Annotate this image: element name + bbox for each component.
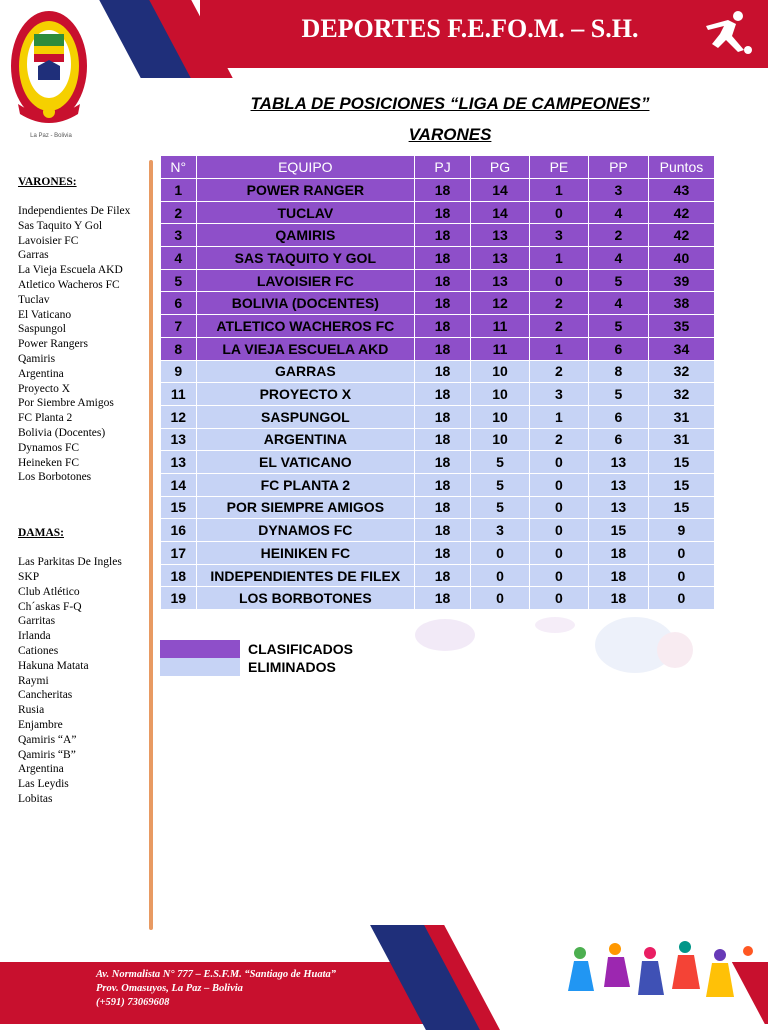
team-cell: BOLIVIA (DOCENTES) bbox=[196, 292, 415, 315]
col-drawn: PE bbox=[529, 156, 588, 179]
footer-address bbox=[96, 968, 336, 1010]
won-cell: 5 bbox=[471, 496, 530, 519]
rank-cell: 7 bbox=[161, 315, 197, 338]
legend-eliminated bbox=[160, 658, 353, 676]
won-cell: 11 bbox=[471, 315, 530, 338]
played-cell: 18 bbox=[415, 224, 471, 247]
lost-cell: 6 bbox=[588, 428, 648, 451]
lost-cell: 5 bbox=[588, 315, 648, 338]
won-cell: 13 bbox=[471, 224, 530, 247]
table-row bbox=[161, 201, 715, 224]
drawn-cell: 0 bbox=[529, 587, 588, 610]
lost-cell: 18 bbox=[588, 564, 648, 587]
footer-line-1: Av. Normalista N° 777 – E.S.F.M. “Santiago de Huata” bbox=[96, 969, 337, 980]
men-team-list-item: Sas Taquito Y Gol bbox=[18, 219, 103, 232]
won-cell: 14 bbox=[471, 201, 530, 224]
team-cell: ATLETICO WACHEROS FC bbox=[196, 315, 415, 338]
team-cell: QAMIRIS bbox=[196, 224, 415, 247]
men-team-list-item: Por Siembre Amigos bbox=[18, 397, 114, 410]
table-row bbox=[161, 337, 715, 360]
played-cell: 18 bbox=[415, 292, 471, 315]
points-cell: 15 bbox=[648, 496, 714, 519]
rank-cell: 6 bbox=[161, 292, 197, 315]
col-won: PG bbox=[471, 156, 530, 179]
legend-eliminated-label: ELIMINADOS bbox=[248, 659, 336, 675]
women-team-list-item: Hakuna Matata bbox=[18, 659, 89, 672]
table-row bbox=[161, 360, 715, 383]
team-cell: GARRAS bbox=[196, 360, 415, 383]
col-number: N° bbox=[161, 156, 197, 179]
lost-cell: 18 bbox=[588, 542, 648, 565]
rank-cell: 18 bbox=[161, 564, 197, 587]
lost-cell: 15 bbox=[588, 519, 648, 542]
team-cell: FC PLANTA 2 bbox=[196, 473, 415, 496]
rank-cell: 2 bbox=[161, 201, 197, 224]
women-team-list-item: Las Leydis bbox=[18, 778, 69, 791]
legend-classified bbox=[160, 640, 353, 658]
points-cell: 0 bbox=[648, 587, 714, 610]
won-cell: 10 bbox=[471, 405, 530, 428]
won-cell: 0 bbox=[471, 564, 530, 587]
women-team-list-item: Las Parkitas De Ingles bbox=[18, 556, 122, 569]
men-team-list-item: Proyecto X bbox=[18, 382, 71, 395]
won-cell: 0 bbox=[471, 542, 530, 565]
lost-cell: 3 bbox=[588, 179, 648, 202]
played-cell: 18 bbox=[415, 405, 471, 428]
team-cell: INDEPENDIENTES DE FILEX bbox=[196, 564, 415, 587]
rank-cell: 5 bbox=[161, 269, 197, 292]
played-cell: 18 bbox=[415, 269, 471, 292]
drawn-cell: 1 bbox=[529, 405, 588, 428]
won-cell: 12 bbox=[471, 292, 530, 315]
points-cell: 38 bbox=[648, 292, 714, 315]
women-team-list-item: SKP bbox=[18, 570, 40, 583]
school-crest-logo bbox=[8, 6, 90, 130]
points-cell: 32 bbox=[648, 360, 714, 383]
table-row bbox=[161, 428, 715, 451]
lost-cell: 8 bbox=[588, 360, 648, 383]
drawn-cell: 1 bbox=[529, 179, 588, 202]
soccer-player-icon bbox=[698, 6, 756, 58]
points-cell: 39 bbox=[648, 269, 714, 292]
table-row bbox=[161, 564, 715, 587]
rank-cell: 8 bbox=[161, 337, 197, 360]
drawn-cell: 0 bbox=[529, 496, 588, 519]
drawn-cell: 0 bbox=[529, 542, 588, 565]
table-header-row bbox=[161, 156, 715, 179]
women-team-list-item: Club Atlético bbox=[18, 585, 80, 598]
drawn-cell: 2 bbox=[529, 315, 588, 338]
drawn-cell: 0 bbox=[529, 201, 588, 224]
team-cell: SAS TAQUITO Y GOL bbox=[196, 247, 415, 270]
points-cell: 31 bbox=[648, 405, 714, 428]
won-cell: 5 bbox=[471, 473, 530, 496]
rank-cell: 17 bbox=[161, 542, 197, 565]
table-row bbox=[161, 451, 715, 474]
drawn-cell: 2 bbox=[529, 428, 588, 451]
rank-cell: 1 bbox=[161, 179, 197, 202]
table-row bbox=[161, 247, 715, 270]
table-row bbox=[161, 519, 715, 542]
athletes-illustration bbox=[560, 935, 760, 1015]
women-team-list-item: Qamiris “A” bbox=[18, 733, 77, 746]
team-cell: LOS BORBOTONES bbox=[196, 587, 415, 610]
drawn-cell: 3 bbox=[529, 224, 588, 247]
lost-cell: 4 bbox=[588, 201, 648, 224]
points-cell: 35 bbox=[648, 315, 714, 338]
played-cell: 18 bbox=[415, 564, 471, 587]
played-cell: 18 bbox=[415, 337, 471, 360]
points-cell: 32 bbox=[648, 383, 714, 406]
played-cell: 18 bbox=[415, 473, 471, 496]
men-team-list-item: FC Planta 2 bbox=[18, 412, 73, 425]
logo-caption: La Paz - Bolivia bbox=[30, 133, 72, 139]
team-cell: ARGENTINA bbox=[196, 428, 415, 451]
lost-cell: 13 bbox=[588, 451, 648, 474]
table-row bbox=[161, 542, 715, 565]
standings-body bbox=[161, 179, 715, 610]
played-cell: 18 bbox=[415, 247, 471, 270]
won-cell: 13 bbox=[471, 247, 530, 270]
sidebar-divider bbox=[149, 160, 153, 930]
lost-cell: 6 bbox=[588, 337, 648, 360]
men-heading: VARONES: bbox=[18, 176, 77, 188]
page-subtitle: VARONES bbox=[408, 125, 492, 144]
table-row bbox=[161, 473, 715, 496]
team-cell: POWER RANGER bbox=[196, 179, 415, 202]
table-row bbox=[161, 269, 715, 292]
drawn-cell: 0 bbox=[529, 269, 588, 292]
lost-cell: 13 bbox=[588, 473, 648, 496]
points-cell: 42 bbox=[648, 201, 714, 224]
team-list-sidebar bbox=[18, 176, 148, 807]
rank-cell: 12 bbox=[161, 405, 197, 428]
lost-cell: 4 bbox=[588, 292, 648, 315]
col-lost: PP bbox=[588, 156, 648, 179]
points-cell: 43 bbox=[648, 179, 714, 202]
played-cell: 18 bbox=[415, 542, 471, 565]
table-row bbox=[161, 292, 715, 315]
men-team-list-item: Los Borbotones bbox=[18, 471, 92, 484]
legend bbox=[160, 640, 353, 676]
drawn-cell: 0 bbox=[529, 519, 588, 542]
played-cell: 18 bbox=[415, 383, 471, 406]
lost-cell: 6 bbox=[588, 405, 648, 428]
won-cell: 14 bbox=[471, 179, 530, 202]
team-cell: LAVOISIER FC bbox=[196, 269, 415, 292]
table-row bbox=[161, 224, 715, 247]
drawn-cell: 2 bbox=[529, 360, 588, 383]
rank-cell: 16 bbox=[161, 519, 197, 542]
rank-cell: 4 bbox=[161, 247, 197, 270]
table-row bbox=[161, 496, 715, 519]
played-cell: 18 bbox=[415, 496, 471, 519]
played-cell: 18 bbox=[415, 201, 471, 224]
played-cell: 18 bbox=[415, 179, 471, 202]
team-cell: LA VIEJA ESCUELA AKD bbox=[196, 337, 415, 360]
table-row bbox=[161, 179, 715, 202]
women-team-list-item: Rusia bbox=[18, 704, 45, 717]
women-team-list-item: Garritas bbox=[18, 615, 56, 628]
points-cell: 40 bbox=[648, 247, 714, 270]
won-cell: 3 bbox=[471, 519, 530, 542]
rank-cell: 15 bbox=[161, 496, 197, 519]
col-points: Puntos bbox=[648, 156, 714, 179]
footer-line-2: Prov. Omasuyos, La Paz – Bolivia bbox=[96, 983, 243, 994]
lost-cell: 2 bbox=[588, 224, 648, 247]
won-cell: 10 bbox=[471, 428, 530, 451]
team-cell: POR SIEMPRE AMIGOS bbox=[196, 496, 415, 519]
page-title: TABLA DE POSICIONES “LIGA DE CAMPEONES” bbox=[250, 94, 650, 113]
points-cell: 15 bbox=[648, 451, 714, 474]
won-cell: 13 bbox=[471, 269, 530, 292]
paint-splash-decoration bbox=[405, 605, 715, 695]
won-cell: 0 bbox=[471, 587, 530, 610]
drawn-cell: 1 bbox=[529, 247, 588, 270]
women-team-list-item: Enjambre bbox=[18, 718, 63, 731]
played-cell: 18 bbox=[415, 315, 471, 338]
lost-cell: 5 bbox=[588, 269, 648, 292]
header-title: DEPORTES F.E.FO.M. – S.H. bbox=[301, 14, 639, 43]
points-cell: 9 bbox=[648, 519, 714, 542]
team-cell: PROYECTO X bbox=[196, 383, 415, 406]
women-team-list-item: Lobitas bbox=[18, 792, 53, 805]
women-team-list-item: Qamiris “B” bbox=[18, 748, 76, 761]
drawn-cell: 3 bbox=[529, 383, 588, 406]
won-cell: 5 bbox=[471, 451, 530, 474]
drawn-cell: 1 bbox=[529, 337, 588, 360]
points-cell: 15 bbox=[648, 473, 714, 496]
standings-table bbox=[160, 155, 715, 610]
won-cell: 11 bbox=[471, 337, 530, 360]
col-team: EQUIPO bbox=[196, 156, 415, 179]
table-row bbox=[161, 405, 715, 428]
men-team-list-item: Independientes De Filex bbox=[18, 205, 131, 217]
played-cell: 18 bbox=[415, 360, 471, 383]
col-played: PJ bbox=[415, 156, 471, 179]
men-team-list-item: Heineken FC bbox=[18, 456, 80, 469]
men-team-list-item: Qamiris bbox=[18, 352, 56, 365]
legend-classified-label: CLASIFICADOS bbox=[248, 641, 353, 657]
points-cell: 0 bbox=[648, 542, 714, 565]
won-cell: 10 bbox=[471, 360, 530, 383]
won-cell: 10 bbox=[471, 383, 530, 406]
rank-cell: 13 bbox=[161, 451, 197, 474]
rank-cell: 3 bbox=[161, 224, 197, 247]
lost-cell: 18 bbox=[588, 587, 648, 610]
rank-cell: 11 bbox=[161, 383, 197, 406]
men-team-list-item: Tuclav bbox=[18, 293, 50, 306]
women-heading: DAMAS: bbox=[18, 527, 64, 540]
table-row bbox=[161, 315, 715, 338]
team-cell: SASPUNGOL bbox=[196, 405, 415, 428]
men-team-list-item: La Vieja Escuela AKD bbox=[18, 264, 123, 277]
lost-cell: 4 bbox=[588, 247, 648, 270]
points-cell: 42 bbox=[648, 224, 714, 247]
women-team-list-item: Ch´askas F-Q bbox=[18, 600, 82, 613]
rank-cell: 9 bbox=[161, 360, 197, 383]
women-team-list bbox=[18, 555, 148, 807]
points-cell: 31 bbox=[648, 428, 714, 451]
played-cell: 18 bbox=[415, 519, 471, 542]
men-team-list-item: Bolivia (Docentes) bbox=[18, 426, 106, 439]
team-cell: HEINIKEN FC bbox=[196, 542, 415, 565]
men-team-list-item: Lavoisier FC bbox=[18, 234, 79, 247]
drawn-cell: 0 bbox=[529, 564, 588, 587]
women-team-list-item: Argentina bbox=[18, 763, 64, 776]
drawn-cell: 0 bbox=[529, 473, 588, 496]
legend-eliminated-swatch bbox=[160, 658, 240, 676]
men-team-list-item: Garras bbox=[18, 249, 49, 262]
rank-cell: 19 bbox=[161, 587, 197, 610]
played-cell: 18 bbox=[415, 587, 471, 610]
men-team-list-item: Argentina bbox=[18, 367, 64, 380]
women-team-list-item: Cationes bbox=[18, 644, 59, 657]
men-team-list-item: Dynamos FC bbox=[18, 441, 80, 454]
lost-cell: 5 bbox=[588, 383, 648, 406]
table-row bbox=[161, 383, 715, 406]
women-team-list-item: Cancheritas bbox=[18, 689, 73, 702]
team-cell: DYNAMOS FC bbox=[196, 519, 415, 542]
lost-cell: 13 bbox=[588, 496, 648, 519]
played-cell: 18 bbox=[415, 451, 471, 474]
points-cell: 0 bbox=[648, 564, 714, 587]
women-team-list-item: Raymi bbox=[18, 674, 49, 687]
team-cell: TUCLAV bbox=[196, 201, 415, 224]
team-cell: EL VATICANO bbox=[196, 451, 415, 474]
women-team-list-item: Irlanda bbox=[18, 630, 51, 643]
points-cell: 34 bbox=[648, 337, 714, 360]
drawn-cell: 2 bbox=[529, 292, 588, 315]
men-team-list bbox=[18, 204, 148, 485]
played-cell: 18 bbox=[415, 428, 471, 451]
drawn-cell: 0 bbox=[529, 451, 588, 474]
rank-cell: 14 bbox=[161, 473, 197, 496]
men-team-list-item: Atletico Wacheros FC bbox=[18, 278, 120, 291]
legend-classified-swatch bbox=[160, 640, 240, 658]
footer-line-3: (+591) 73069608 bbox=[96, 997, 170, 1008]
men-team-list-item: Saspungol bbox=[18, 323, 66, 336]
men-team-list-item: El Vaticano bbox=[18, 308, 72, 321]
rank-cell: 13 bbox=[161, 428, 197, 451]
men-team-list-item: Power Rangers bbox=[18, 338, 88, 351]
